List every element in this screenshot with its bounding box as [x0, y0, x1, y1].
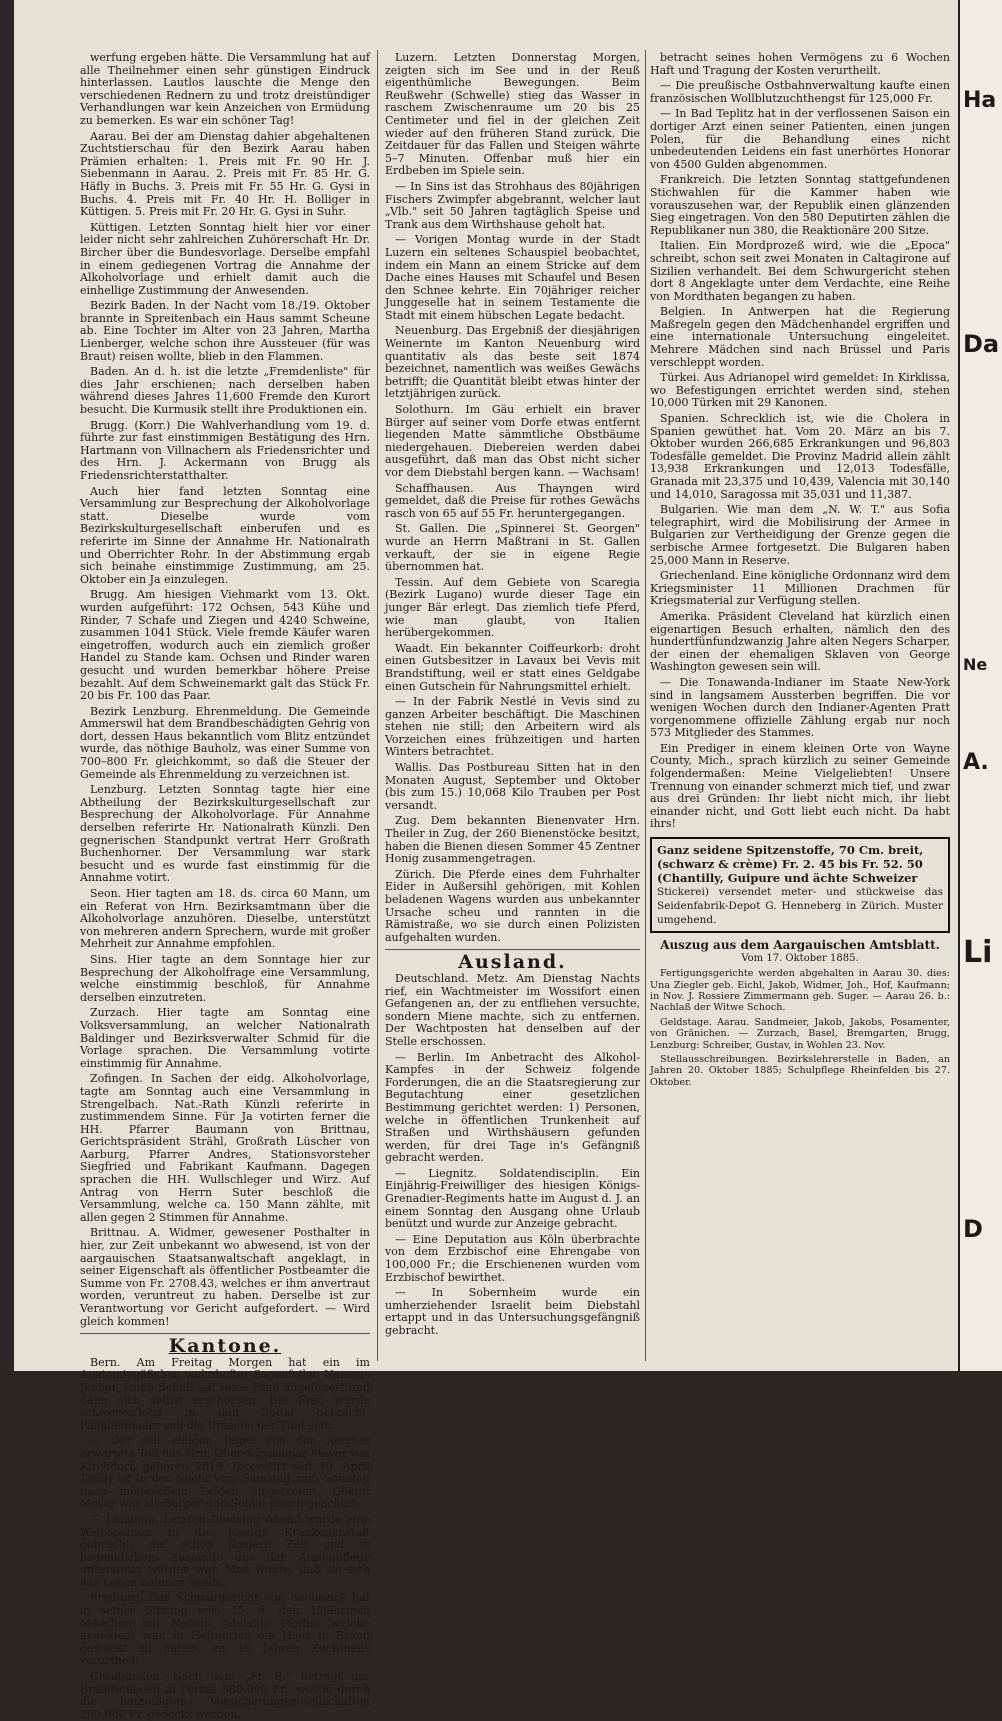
article: Amerika. Präsident Cleveland hat kürzlich einen eigenartigen Besuch erhalten, nämlich den des hundertfünfundzwanzig Jahre alten Negers Scharper, der einen der ehemaligen Sklaven von George Washington gewesen sein will. — [650, 609, 950, 674]
article: Italien. Ein Mordprozeß wird, wie die „Epoca" schreibt, schon seit zwei Monaten in Caltagirone auf Sizilien verhandelt. Bei dem Schwurgericht stehen dort 8 Angeklagte unter dem Verdachte, eine Reihe von Mordthaten begangen zu haben. — [650, 239, 950, 303]
article: Waadt. Ein bekannter Coiffeurkorb: droht einen Gutsbesitzer in Lavaux bei Vevis mit Brandstiftung, weil er statt eines Geldgabe einen Gutschein für Nahrungsmittel erhielt. — [385, 641, 640, 693]
article: Baden. An d. h. ist die letzte „Fremdenliste" für dies Jahr erschienen; nach derselben haben während dieses Jahres 11,600 Fremde den Kurort besucht. Die Kurmusik stellt ihre Produktionen ein. — [80, 365, 370, 417]
article: Belgien. In Antwerpen hat die Regierung Maßregeln gegen den Mädchenhandel ergriffen und eine internationale Untersuchung eingeleitet. Mehrere Mädchen sind nach Brüssel und Paris verschleppt worden. — [650, 305, 950, 369]
article: Freiburg. Das Schwurgericht von Seebezirk hat in seiner Sitzung vom 15. d. den 19jährigen Mädchen mit Namen Adelaide Pfeffer, welche angeklagt war, in Heitenried ein Haus in Brand gesteckt zu haben, zu 15 Jahren Zuchthaus verurtheilt. — [80, 1591, 370, 1668]
article: Ein Prediger in einem kleinen Orte von Wayne County, Mich., sprach kürzlich zu seiner Gemeinde folgendermaßen: Meine Vielgeliebten! Unsere Trennung von einander schmerzt mich tief, und zwar aus drei Gründen: Ihr liebt nicht mich, ihr liebt einander nicht, und Gott liebt euch nicht. Da habt ihrs! — [650, 741, 950, 831]
article: Auch hier fand letzten Sonntag eine Versammlung zur Besprechung der Alkoholvorlage statt. Dieselbe wurde vom Bezirkskulturgesellschaft einberufen und es referirte im Sinne der Annahme Hr. Nationalrath und Oberrichter Rohr. In der Abstimmung ergab sich beinahe einstimmige Zustimmung, am 25. Oktober ein Ja einzulegen. — [80, 484, 370, 586]
article: Bezirk Baden. In der Nacht vom 18./19. Oktober brannte in Spreitenbach ein Haus sammt Scheune ab. Eine Tochter im Alter von 23 Jahren, Martha Lienberger, welche schon ihre Aussteuer (für was Braut) reisen wollte, blieb in den Flammen. — [80, 299, 370, 363]
ad-line: Stickerei) versendet meter- und stückweise das Seidenfabrik-Depot G. Henneberg in Zürich. Muster umgehend. — [657, 886, 943, 927]
edge-fragment: A. — [963, 750, 989, 775]
article: — Die preußische Ostbahnverwaltung kaufte einen französischen Wollblutzuchthengst für 125,000 Fr. — [650, 79, 950, 105]
article: — In der Fabrik Nestlé in Vevis sind zu ganzen Arbeiter beschäftigt. Die Maschinen stehen nie still; den Arbeitern wird als Vorzeichen eines frühzeitigen und harten Winters betrachtet. — [385, 695, 640, 759]
article: Zurzach. Hier tagte am Sonntag eine Volksversammlung, an welcher Nationalrath Baldinger und Bezirksverwalter Schmid für die Vorlage sprachen. Die Versammlung votirte einstimmig für Annahme. — [80, 1006, 370, 1070]
article: Griechenland. Eine königliche Ordonnanz wird dem Kriegsminister 11 Millionen Drachmen für Kriegsmaterial zur Verfügung stellen. — [650, 569, 950, 608]
column-1 — [80, 51, 370, 1721]
ad-line: (schwarz & crème) Fr. 2. 45 bis Fr. 52. 50 — [657, 857, 923, 872]
article: St. Gallen. Die „Spinnerei St. Georgen" wurde an Herrn Maßtrani in St. Gallen verkauft, der sie in eigene Regie übernommen hat. — [385, 522, 640, 574]
article: Zofingen. In Sachen der eidg. Alkoholvorlage, tagte am Sonntag auch eine Versammlung in Strengelbach. Nat.-Rath Künzli referirte in zustimmendem Sinne. Für Ja votirten ferner die HH. Pfarrer Baumann von Brittnau, Gerichtspräsident Strähl, Großrath Lüscher von Aarburg, Pfarrer Andres, Stationsvorsteher Siegfried und Fabrikant Kaufmann. Dagegen sprachen die HH. Wullschleger und Wirz. Auf Antrag von Herrn Suter beschloß die Versammlung, welche ca. 150 Mann zählte, mit allen gegen 2 Stimmen für Annahme. — [80, 1072, 370, 1224]
article: Brugg. Am hiesigen Viehmarkt vom 13. Okt. wurden aufgeführt: 172 Ochsen, 543 Kühe und Rinder, 7 Schafe und Ziegen und 4240 Schweine, zusammen 1041 Stück. Viele fremde Käufer waren eingetroffen, wodurch auch ein ziemlich großer Handel zu Stande kam. Ochsen und Rinder waren gesucht und wurden bemerkbar höhere Preise bezahlt. Auf dem Schweinemarkt galt das Stück Fr. 20 bis Fr. 100 das Paar. — [80, 588, 370, 703]
column-3 — [650, 52, 950, 1371]
article: Zug. Dem bekannten Bienenvater Hrn. Theiler in Zug, der 260 Bienenstöcke besitzt, haben die Bienen diesen Sommer 45 Zentner Honig zusammengetragen. — [385, 814, 640, 866]
article: Graubünden. Nach dem „Fr. R." beträgt der Brandschaden in Fettan 580,000 Fr., wovon durch die betheiligten Versicherungsgesellschaften 200,000 Fr. gedeckt werden. — [80, 1670, 370, 1721]
article: — Berlin. Im Anbetracht des Alkohol-Kampfes in der Schweiz folgende Forderungen, die an die Staatsregierung zur Begutachtung einer gesetzlichen Bestimmung gerichtet werden: 1) Personen, welche in öffentlichen Trunkenheit auf Straßen und Wirthshäusern gefunden werden, für drei Tage in's Gefängniß gebracht werden. — [385, 1050, 640, 1165]
article: Frankreich. Die letzten Sonntag stattgefundenen Stichwahlen für die Kammer haben wie vorauszusehen war, der Republik einen glänzenden Sieg eingetragen. Von den 580 Deputirten zählen die Republikaner nun 380, die Reaktionäre 200 Sitze. — [650, 173, 950, 237]
article: Küttigen. Letzten Sonntag hielt hier vor einer leider nicht sehr zahlreichen Zuhörerschaft Hr. Dr. Bircher über die Bundesvorlage. Derselbe empfahl in einem gediegenen Vortrag die Annahme der Alkoholvorlage und erhielt damit auch die einhellige Zustimmung der Anwesenden. — [80, 220, 370, 297]
column-rule — [645, 50, 646, 1361]
edge-fragment: D — [963, 1215, 983, 1243]
article: Schaffhausen. Aus Thayngen wird gemeldet, daß die Preise für rothes Gewächs rasch von 65 auf 55 Fr. heruntergegangen. — [385, 481, 640, 520]
adjacent-page-edge — [958, 0, 1002, 1371]
article: — Der seit einigen Tagen von den Aerzten erwartete Tod des Hrn. Oberstdivisionär Meyer von Kirchdorf, geboren 1819, (brevetirt seit 10. April 1863) ist in der Nacht vom Samstag zum Sonntag nach mühevollem Leiden eingetreten. Oberst Meyer war als Bürger und Soldat gleich geachtet. — [80, 1434, 370, 1511]
notice-entry: Geldstage. Aarau. Sandmeier, Jakob, Jakobs, Posamenter, von Gränichen. — Zurzach, Basel, Bremgarten, Brugg, Lenzburg: Schreiber, Gustav, in Wohlen 23. Nov. — [650, 1016, 950, 1051]
article: Luzern. Letzten Donnerstag Morgen, zeigten sich im See und in der Reuß eigenthümliche Bewegungen. Beim Reußwehr (Schwelle) stieg das Wasser in raschem Zwischenraume um 20 bis 25 Centimeter und fiel in der gleichen Zeit wieder auf den früheren Stand zurück. Die Zeitdauer für das Fallen und Steigen währte 5–7 Minuten. Offenbar muß hier ein Erdbeben im Spiele sein. — [385, 51, 640, 178]
article: Wallis. Das Postbureau Sitten hat in den Monaten August, September und Oktober (bis zum 15.) 10,068 Kilo Trauben per Post versandt. — [385, 761, 640, 812]
article: Deutschland. Metz. Am Dienstag Nachts rief, ein Wachtmeister im Wossifort einen Gefangenen an, der zu entfliehen versuchte, sondern Miene machte, sich zu entfernen. Der Wachtposten hat denselben auf der Stelle erschossen. — [385, 971, 640, 1048]
article: Seon. Hier tagten am 18. ds. circa 60 Mann, um ein Referat von Hrn. Bezirksamtmann über die Alkoholvorlage anzuhören. Dieselbe, unterstützt von mehreren andern Sprechern, wurde mit großer Mehrheit zur Annahme empfohlen. — [80, 887, 370, 951]
article: Tessin. Auf dem Gebiete von Scaregia (Bezirk Lugano) wurde dieser Tage ein junger Bär erlegt. Das ziemlich tiefe Pferd, wie man glaubt, von Italien herübergekommen. — [385, 575, 640, 640]
section-heading-kantone: Kantone. — [168, 1335, 282, 1358]
notice-entry: Stellausschreibungen. Bezirkslehrerstelle in Baden, an Jahren 20. Oktober 1885; Schulpflege Rheinfelden bis 27. Oktober. — [650, 1054, 950, 1088]
article: Aarau. Bei der am Dienstag dahier abgehaltenen Zuchtstierschau für den Bezirk Aarau haben Prämien erhalten: 1. Preis mit Fr. 90 Hr. J. Siebenmann in Aarau. 2. Preis mit Fr. 85 Hr. G. Häfly in Buchs. 3. Preis mit Fr. 55 Hr. G. Gysi in Buchs. 4. Preis mit Fr. 40 Hr. H. Bolliger in Küttigen. 5. Preis mit Fr. 20 Hr. G. Gysi in Suhr. — [80, 129, 370, 219]
edge-fragment: Ha — [963, 88, 997, 113]
article: Brittnau. A. Widmer, gewesener Posthalter in hier, zur Zeit unbekannt wo abwesend, ist von der aargauischen Staatsanwaltschaft angeklagt, in seiner Eigenschaft als öffentlicher Postbeamter die Summe von Fr. 2708.43, welches er ihm anvertraut worden, veruntreut zu haben. Derselbe ist zur Verantwortung vor Gericht aufgefordert. — Wird gleich kommen! — [80, 1226, 370, 1328]
column-2 — [385, 52, 640, 1371]
article: Bulgarien. Wie man dem „N. W. T." aus Sofia telegraphirt, wird die Mobilisirung der Armee in Bulgarien zur Vertheidigung der Grenze gegen die serbische Armee fortgesetzt. Die Bulgaren haben 25,000 Mann in Reserve. — [650, 503, 950, 567]
article: Sins. Hier tagte an dem Sonntage hier zur Besprechung der Alkoholfrage eine Versammlung, welche einstimmig beschloß, für Annahme derselben einzutreten. — [80, 952, 370, 1004]
notice-entry: Fertigungsgerichte werden abgehalten in Aarau 30. dies: Una Ziegler geb. Eichl, Jakob, Widmer, Joh., Hof, Kaufmann; in Nov. J. Rossiere Zimmermann geb. Suger. — Aarau 26. b.: Nachlaß der Witwe Schoch. — [650, 968, 950, 1014]
divider — [385, 949, 640, 950]
article: betracht seines hohen Vermögens zu 6 Wochen Haft und Tragung der Kosten verurtheilt. — [650, 51, 950, 77]
article: — Die Tonawanda-Indianer im Staate New-York sind in langsamem Aussterben begriffen. Die vor wenigen Wochen durch den Indianer-Agenten Pratt vorgenommene offizielle Zählung ergab nur noch 573 Mitglieder des Stammes. — [650, 675, 950, 740]
article: — In Sins ist das Strohhaus des 80jährigen Fischers Zwimpfer abgebrannt, welcher laut „Vlb." seit 50 Jahren tagtäglich Speise und Trank aus dem Wirthshause geholt hat. — [385, 179, 640, 231]
amtsblatt-date: Vom 17. Oktober 1885. — [741, 952, 859, 964]
edge-fragment: Da — [963, 330, 1000, 358]
article: — Liegnitz. Soldatendisciplin. Ein Einjährig-Freiwilliger des hiesigen Königs-Grenadier-Regiments hatte im August d. J. an einem Sonntag den Ausgang ohne Urlaub benützt und wurde zur Anzeige gebracht. — [385, 1166, 640, 1231]
article: Türkei. Aus Adrianopel wird gemeldet: In Kirklissa, wo Befestigungen errichtet werden sind, stehen 10,000 Türken mit 29 Kanonen. — [650, 371, 950, 410]
article: — In Sobernheim wurde ein umherziehender Israelit beim Diebstahl ertappt und in das Untersuchungsgefängniß gebracht. — [385, 1286, 640, 1337]
article: Solothurn. Im Gäu erhielt ein braver Bürger auf seiner vom Dorfe etwas entfernt liegenden Matte sämmtliche Obstbäume niedergehauen. Diebereien werden dabei ausgeführt, daß man das Obst nicht sicher vor dem Diebstahl bergen kann. — Wachsam! — [385, 403, 640, 479]
section-heading-ausland: Ausland. — [458, 951, 567, 974]
article: Neuenburg. Das Ergebniß der diesjährigen Weinernte im Kanton Neuenburg wird quantitativ als das beste seit 1874 bezeichnet, namentlich was weißes Gewächs betrifft; die Quantität bleibt etwas hinter der letztjährigen zurück. — [385, 324, 640, 401]
amtsblatt-title: Auszug aus dem Aargauischen Amtsblatt. — [660, 938, 940, 953]
article: — In Bad Teplitz hat in der verflossenen Saison ein dortiger Arzt einen seiner Patienten, einen jungen Polen, für die Behandlung eines nicht unbedeutenden Leidens ein fast unerhörtes Honorar von 4500 Gulden abgenommen. — [650, 107, 950, 171]
edge-fragment: Ne — [963, 655, 988, 674]
column-rule — [377, 50, 378, 1361]
edge-fragment: Li — [963, 935, 993, 970]
article: — Eine Deputation aus Köln überbrachte von dem Erzbischof eine Ehrengabe von 100,000 Fr.; die Erschienenen wurden vom Erzbischof bewirthet. — [385, 1232, 640, 1284]
silk-advertisement — [650, 837, 950, 933]
article: — Vorigen Montag wurde in der Stadt Luzern ein seltenes Schauspiel beobachtet, indem ein Mann an einem Stricke auf dem Dache eines Hauses mit Schaufel und Besen den Schnee kehrte. Ein 70jähriger reicher Junggeselle hat in seinem Testamente die Stadt mit einem hübschen Legate bedacht. — [385, 233, 640, 322]
article: Brugg. (Korr.) Die Wahlverhandlung vom 19. d. führte zur fast einstimmigen Bestätigung des Hrn. Hartmann von Villnachern als Friedensrichter und des Hrn. J. Ackermann von Brugg als Friedensrichterstatthalter. — [80, 418, 370, 482]
ad-line: (Chantilly, Guipure und ächte Schweizer — [657, 871, 918, 886]
divider — [80, 1333, 370, 1334]
article: — Langnau. Letzten Dienstag Abend wurde eine Weibsperson in die hiesige Krankenanstalt gebracht, die schon längere Zeit und in bedenklichem Zustande aus der Armenpflege unterstützt worden war. Man wußte, daß sie sich das Leben nehmen wollte. — [80, 1512, 370, 1589]
article: Zürich. Die Pferde eines dem Fuhrhalter Eider in Außersihl gehörigen, mit Kohlen beladenen Wagens wurden aus unbekannter Ursache scheu und rannten in die Rämistraße, wo sie durch einen Polizisten aufgehalten wurden. — [385, 867, 640, 944]
binding-gutter — [0, 0, 14, 1371]
article: Bern. Am Freitag Morgen hat ein im Anatomiegäßchen wohnhafter Sagenfeiler, Namens Jenner, einen Schuß auf seine Frau abgefeuert und dann sich selbst erschossen. Die Frau wurde schwerverletzt in den Spital gebracht. Familienhader soll die Ursache der That sein. — [80, 1355, 370, 1432]
ad-line: Ganz seidene Spitzenstoffe, 70 Cm. breit, — [657, 843, 924, 858]
article: Bezirk Lenzburg. Ehrenmeldung. Die Gemeinde Ammerswil hat dem Brandbeschädigten Gehrig von dort, dessen Haus bekanntlich vom Blitz entzündet wurde, das nöthige Bauholz, was einer Summe von 700–800 Fr. gleichkommt, so daß die Steuer der Gemeinde als Ehrenmeldung zu verzeichnen ist. — [80, 704, 370, 781]
article: werfung ergeben hätte. Die Versammlung hat auf alle Theilnehmer einen sehr günstigen Eindruck hinterlassen. Lautlos lauschte die Menge den verschiedenen Rednern zu und trotz dreistündiger Verhandlungen war kein Anzeichen von Ermüdung zu bemerken. Es war ein schöner Tag! — [80, 51, 370, 127]
article: Lenzburg. Letzten Sonntag tagte hier eine Abtheilung der Bezirkskulturgesellschaft zur Besprechung der Alkoholvorlage. Für Annahme derselben referirte Hr. Nationalrath Künzli. Den gegnerischen Standpunkt vertrat Herr Großrath Buchenhorner. Der Versammlung war stark besucht und es wurde fast einstimmig für die Annahme votirt. — [80, 783, 370, 885]
article: Spanien. Schrecklich ist, wie die Cholera in Spanien gewüthet hat. Vom 20. März an bis 7. Oktober wurden 266,685 Erkrankungen und 96,803 Todesfälle gemeldet. Die Provinz Madrid allein zählt 13,938 Erkrankungen und 12,013 Todesfälle, Granada mit 23,375 und 10,439, Valencia mit 30,140 und 14,010, Saragossa mit 35,031 und 11,387. — [650, 412, 950, 501]
